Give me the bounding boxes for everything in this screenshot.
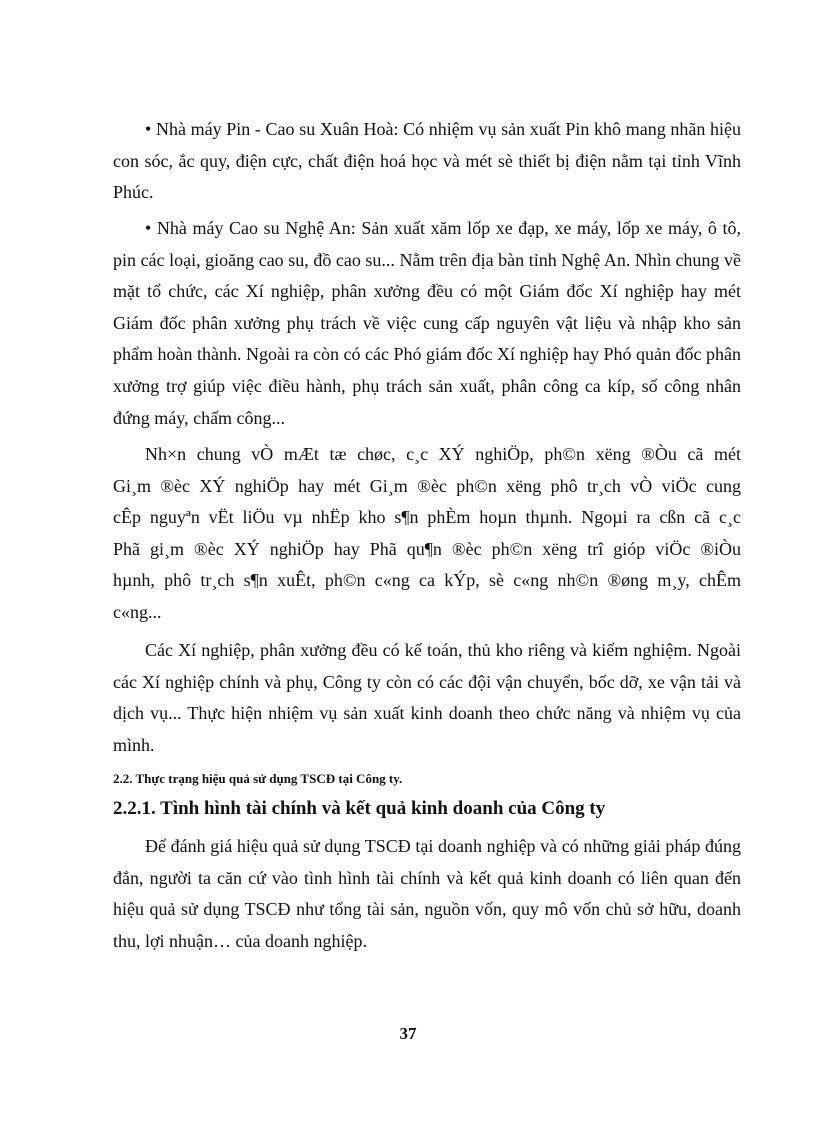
paragraph-accounting-transport bbox=[113, 635, 741, 761]
paragraph-text: • Nhà máy Pin - Cao su Xuân Hoà: Có nhiệm vụ sản xuất Pin khô mang nhãn hiệu con sóc, ắc quy, điện cực, chất điện hoá học và mét sè thiết bị điện nằm tại tỉnh Vĩnh Phúc. bbox=[113, 119, 741, 203]
page-number: 37 bbox=[399, 1024, 417, 1043]
paragraph-xuan-hoa-factory bbox=[113, 114, 741, 209]
paragraph-text: Để đánh giá hiệu quả sử dụng TSCĐ tại doanh nghiệp và có những giải pháp đúng đắn, người ta căn cứ vào tình hình tài chính và kết quả kinh doanh có liên quan đến hiệu quả sử dụng TSCĐ như tổng tài sản, nguồn vốn, quy mô vốn chủ sở hữu, doanh thu, lợi nhuận… của doanh nghiệp. bbox=[113, 836, 741, 951]
section-heading-2-2: 2.2. Thực trạng hiệu quả sử dụng TSCĐ tại Công ty. bbox=[113, 771, 403, 786]
paragraph-text: Nh×n chung vÒ mÆt tæ chøc, c¸c XÝ nghiÖp, ph©n xëng ®Òu cã mét Gi¸m ®èc XÝ nghiÖp hay mét Gi¸m ®èc ph©n xëng phô tr¸ch vÒ viÖc cung cÊp nguyªn vËt liÖu vµ nhËp kho s¶n phÈm hoµn thµnh. Ngoµi ra cßn cã c¸c Phã gi¸m ®èc XÝ nghiÖp hay Phã qu¶n ®èc ph©n xëng trî gióp viÖc ®iÒu hµnh, phô tr¸ch s¶n xuÊt, ph©n c«ng ca kÝp, sè c«ng nh©n ®øng m¸y, chÊm c«ng... bbox=[113, 444, 741, 622]
paragraph-evaluation-basis bbox=[113, 831, 741, 957]
paragraph-nghe-an-factory bbox=[113, 213, 741, 434]
paragraph-text: Các Xí nghiệp, phân xưởng đều có kế toán, thủ kho riêng và kiểm nghiệm. Ngoài các Xí nghiệp chính và phụ, Công ty còn có các đội vận chuyển, bốc dỡ, xe vận tải và dịch vụ... Thực hiện nhiệm vụ sản xuất kinh doanh theo chức năng và nhiệm vụ của mình. bbox=[113, 640, 741, 755]
paragraph-legacy-encoded-duplicate bbox=[113, 439, 741, 629]
section-heading-2-2-1: 2.2.1. Tình hình tài chính và kết quả kinh doanh của Công ty bbox=[113, 798, 606, 819]
paragraph-text: • Nhà máy Cao su Nghệ An: Sản xuất xăm lốp xe đạp, xe máy, lốp xe máy, ô tô, pin các loại, gioăng cao su, đồ cao su... Nằm trên địa bàn tỉnh Nghệ An. Nhìn chung về mặt tổ chức, các Xí nghiệp, phân xưởng đều có một Giám đốc Xí nghiệp hay mét Giám đốc phân xưởng phụ trách về việc cung cấp nguyên vật liệu và nhập kho sản phẩm hoàn thành. Ngoài ra còn có các Phó giám đốc Xí nghiệp hay Phó quản đốc phân xưởng trợ giúp việc điều hành, phụ trách sản xuất, phân công ca kíp, số công nhân đứng máy, chấm công... bbox=[113, 218, 741, 428]
